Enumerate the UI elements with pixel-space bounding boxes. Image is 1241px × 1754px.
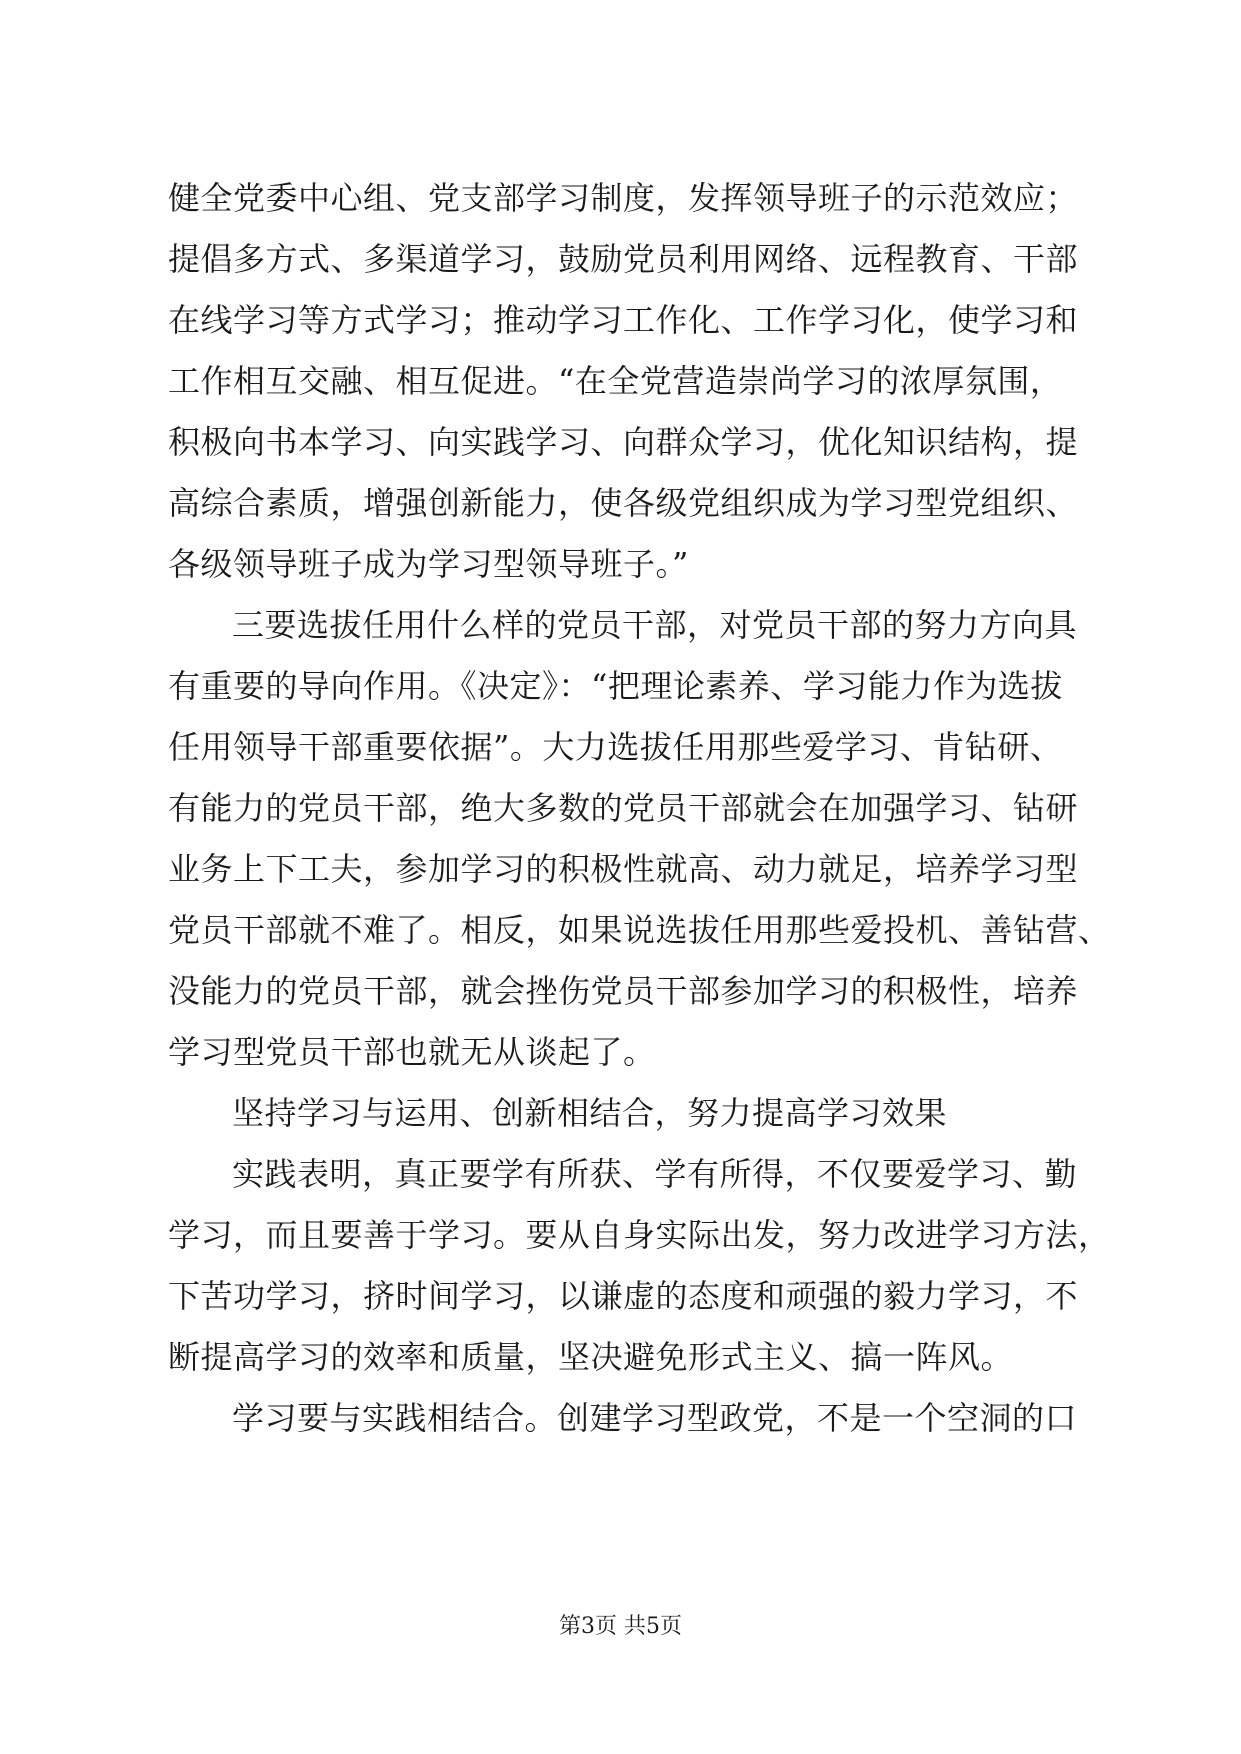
text-line: 各级领导班子成为学习型领导班子。” xyxy=(168,545,689,583)
section-heading: 坚持学习与运用、创新相结合，努力提高学习效果 xyxy=(232,1094,948,1132)
text-line: 在线学习等方式学习；推动学习工作化、工作学习化，使学习和 xyxy=(168,301,1079,339)
text-line: 健全党委中心组、党支部学习制度，发挥领导班子的示范效应； xyxy=(168,179,1079,217)
text-line: 下苦功学习，挤时间学习，以谦虚的态度和顽强的毅力学习，不 xyxy=(168,1277,1079,1315)
text-line: 没能力的党员干部，就会挫伤党员干部参加学习的积极性，培养 xyxy=(168,972,1079,1010)
text-line: 任用领导干部重要依据”。大力选拔任用那些爱学习、肯钻研、 xyxy=(168,728,1063,766)
text-line: 高综合素质，增强创新能力，使各级党组织成为学习型党组织、 xyxy=(168,484,1079,522)
text-line: 工作相互交融、相互促进。“在全党营造崇尚学习的浓厚氛围， xyxy=(168,362,1063,400)
text-line: 断提高学习的效率和质量，坚决避免形式主义、搞一阵风。 xyxy=(168,1338,1014,1376)
paragraph-start-line: 三要选拔任用什么样的党员干部，对党员干部的努力方向具 xyxy=(232,606,1078,644)
text-line: 积极向书本学习、向实践学习、向群众学习，优化知识结构，提 xyxy=(168,423,1079,461)
page-number-footer: 第3页 共5页 xyxy=(559,1614,682,1639)
text-line: 业务上下工夫，参加学习的积极性就高、动力就足，培养学习型 xyxy=(168,850,1079,888)
text-line: 党员干部就不难了。相反，如果说选拔任用那些爱投机、善钻营、 xyxy=(168,911,1111,949)
document-body xyxy=(168,168,1111,1449)
paragraph-start-line: 学习要与实践相结合。创建学习型政党，不是一个空洞的口 xyxy=(232,1399,1078,1437)
text-line: 提倡多方式、多渠道学习，鼓励党员利用网络、远程教育、干部 xyxy=(168,240,1079,278)
text-line: 有重要的导向作用。《决定》：“把理论素养、学习能力作为选拔 xyxy=(168,667,1063,705)
text-line: 学习型党员干部也就无从谈起了。 xyxy=(168,1033,656,1071)
paragraph-start-line: 实践表明，真正要学有所获、学有所得，不仅要爱学习、勤 xyxy=(232,1155,1078,1193)
text-line: 有能力的党员干部，绝大多数的党员干部就会在加强学习、钻研 xyxy=(168,789,1079,827)
text-line: 学习，而且要善于学习。要从自身实际出发，努力改进学习方法， xyxy=(168,1216,1111,1254)
